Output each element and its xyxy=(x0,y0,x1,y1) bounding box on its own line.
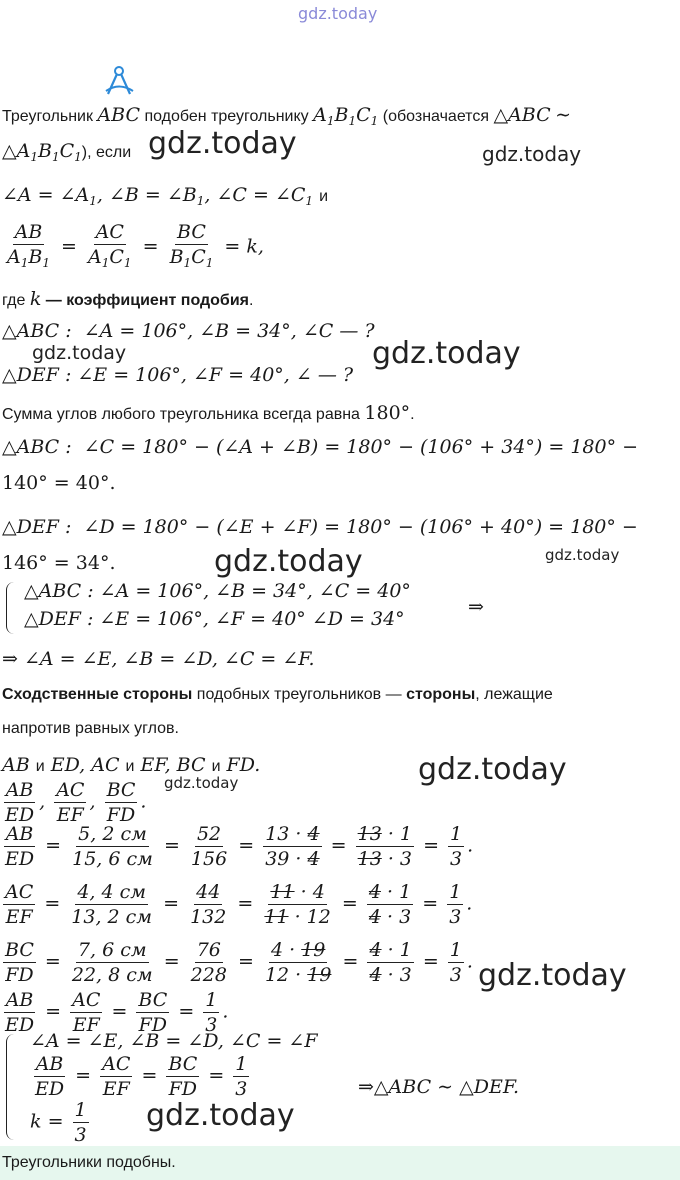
watermark-large: gdz.today xyxy=(146,1098,295,1133)
watermark-small: gdz.today xyxy=(32,342,127,364)
ratio-definition: $\frac{AB}{A_1B_1}$ = $\frac{AC}{A_1C_1}$ = $\frac{BC}{B_1C_1}$ = k, xyxy=(7,221,264,270)
system-brace xyxy=(6,582,15,634)
calc-angle-d-end: 146° = 34°. xyxy=(2,552,116,574)
calc-angle-c-end: 140° = 40°. xyxy=(2,472,116,494)
system-angles: ∠A = ∠E, ∠B = ∠D, ∠C = ∠F xyxy=(30,1030,318,1052)
watermark-small: gdz.today xyxy=(164,774,239,792)
answer-text: Треугольники подобны. xyxy=(2,1154,176,1171)
ratio-equality: $\frac{AB}{ED}$ = $\frac{AC}{EF}$ = $\frac{BC}{FD}$ = $\frac{1}{3}$ . xyxy=(5,989,229,1036)
system-k: k = $\frac{1}{3}$ xyxy=(30,1099,87,1146)
system-def: △DEF : ∠E = 106°, ∠F = 40° ∠D = 34° xyxy=(24,608,405,630)
answer-box xyxy=(0,1146,680,1180)
watermark-large: gdz.today xyxy=(148,126,297,161)
side-pairs: AB и ED, AC и EF, BC и FD. xyxy=(2,754,261,776)
definition-line-2: $\triangle A_1B_1C_1$), если xyxy=(2,140,132,164)
watermark-small: gdz.today xyxy=(545,546,620,564)
system-ratios: $\frac{AB}{ED}$ = $\frac{AC}{EF}$ = $\frac{BC}{FD}$ = $\frac{1}{3}$ xyxy=(35,1053,248,1100)
watermark-small: gdz.today xyxy=(482,142,582,166)
implies-arrow: ⇒ xyxy=(468,596,484,618)
calc-angle-d: △DEF : ∠D = 180° − (∠E + ∠F) = 180° − (106° + 40°) = 180° − xyxy=(2,516,638,538)
corresponding-sides-def-2: напротив равных углов. xyxy=(2,720,179,737)
side-ratios: $\frac{AB}{ED}$ , $\frac{AC}{EF}$ , $\frac{BC}{FD}$ . xyxy=(5,779,147,826)
similarity-conclusion: ⇒△ABC ∼ △DEF. xyxy=(358,1076,520,1098)
system-brace xyxy=(6,1034,15,1140)
watermark-top: gdz.today xyxy=(298,4,378,23)
calc-angle-c: △ABC : ∠C = 180° − (∠A + ∠B) = 180° − (106° + 34°) = 180° − xyxy=(2,436,639,458)
given-def: △DEF : ∠E = 106°, ∠F = 40°, ∠ — ? xyxy=(2,364,354,386)
watermark-large: gdz.today xyxy=(214,544,363,579)
coefficient-label: где k — коэффициент подобия. xyxy=(2,288,254,310)
definition-line-1: Треугольник ABC подобен треугольнику $A_1B_1C_1$ (обозначается △ABC ∼ xyxy=(2,104,572,128)
ratio-bc-fd: $\frac{BC}{FD}$ = $\frac{7, 6 см}{22, 8 см}$ = $\frac{76}{228}$ = $\frac{4 \cdot 19}{12 \cdot 19}$ = $\frac{4 \cdot 1}{4 \cdot 3}$ = $\frac{1}{3}$ . xyxy=(5,939,473,986)
angle-correspondence: ⇒ ∠A = ∠E, ∠B = ∠D, ∠C = ∠F. xyxy=(2,648,315,670)
angle-equalities: ∠A = $\angle A_1$, ∠B = $\angle B_1$, ∠C = $\angle C_1$ и xyxy=(2,184,329,208)
corresponding-sides-def: Сходственные стороны подобных треугольников — стороны, лежащие xyxy=(2,686,553,703)
watermark-large: gdz.today xyxy=(418,752,567,787)
ratio-ac-ef: $\frac{AC}{EF}$ = $\frac{4, 4 см}{13, 2 см}$ = $\frac{44}{132}$ = $\frac{11 \cdot 4}{11 \cdot 12}$ = $\frac{4 \cdot 1}{4 \cdot 3}$ = $\frac{1}{3}$ . xyxy=(5,881,473,928)
watermark-large: gdz.today xyxy=(372,336,521,371)
ratio-ab-ed: $\frac{AB}{ED}$ = $\frac{5, 2 см}{15, 6 см}$ = $\frac{52}{156}$ = $\frac{13 \cdot 4}{39 \cdot 4}$ = $\frac{13 \cdot 1}{13 \cdot 3}$ = $\frac{1}{3}$ . xyxy=(5,823,474,870)
compass-icon xyxy=(103,64,139,98)
watermark-large: gdz.today xyxy=(478,958,627,993)
system-abc: △ABC : ∠A = 106°, ∠B = 34°, ∠C = 40° xyxy=(24,580,411,602)
angle-sum-rule: Сумма углов любого треугольника всегда равна 180°. xyxy=(2,402,415,424)
given-abc: △ABC : ∠A = 106°, ∠B = 34°, ∠C — ? xyxy=(2,320,375,342)
